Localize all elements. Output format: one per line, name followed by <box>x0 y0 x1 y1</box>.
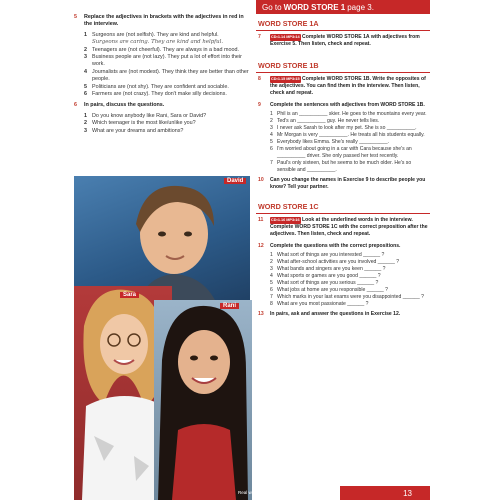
word-store-1b-heading: WORD STORE 1B <box>258 61 319 70</box>
item-number: 5 <box>270 280 273 286</box>
exercise-text: Complete WORD STORE 1B. Write the opposites of the adjectives. You can find them in the interview. Then listen, check and repeat. <box>270 76 426 96</box>
list-item <box>84 91 252 98</box>
photo-label-rani: Rani <box>220 303 239 309</box>
divider <box>256 30 430 31</box>
exercise-7 <box>256 34 430 48</box>
list-item <box>270 266 430 273</box>
item-text: Teenagers are (not cheerful). They are always in a bad mood. <box>92 46 240 53</box>
item-number: 6 <box>270 287 273 293</box>
list-item <box>270 146 430 160</box>
item-number: 6 <box>270 146 273 152</box>
divider <box>256 213 430 214</box>
exercise-6-items <box>74 113 252 135</box>
exercise-instruction: Complete the sentences with adjectives from WORD STORE 1B. <box>270 102 425 108</box>
item-text: Mr Morgan is very __________. He treats all his students equally. <box>277 132 425 138</box>
item-number: 1 <box>84 112 87 119</box>
exercise-instruction <box>270 34 428 48</box>
textbook-page <box>70 0 430 500</box>
exercise-text: Look at the underlined words in the interview. Complete WORD STORE 1C with the correct preposition after the adjectives. Then listen, check and repeat. <box>270 217 428 237</box>
exercise-number: 5 <box>74 14 77 20</box>
list-item <box>270 118 430 125</box>
word-store-1c-heading: WORD STORE 1C <box>258 202 319 211</box>
exercise-10 <box>256 177 430 191</box>
photo-rani <box>154 300 252 500</box>
item-number: 5 <box>84 83 87 90</box>
item-number: 2 <box>84 46 87 53</box>
item-text: What after-school activities are you involved ______ ? <box>277 259 400 265</box>
exercise-12-items <box>256 252 430 308</box>
word-store-banner <box>256 0 430 14</box>
exercise-text: Complete WORD STORE 1A with adjectives from Exercise 5. Then listen, check and repeat. <box>270 34 420 47</box>
item-text: Business people are (not lazy). They put a lot of effort into their work. <box>92 54 242 68</box>
list-item <box>270 287 430 294</box>
list-item <box>84 84 252 91</box>
exercise-number: 8 <box>258 76 261 82</box>
item-number: 3 <box>270 266 273 272</box>
exercise-instruction <box>270 76 428 97</box>
list-item <box>270 132 430 139</box>
list-item <box>270 111 430 118</box>
list-item <box>84 69 252 84</box>
exercise-instruction: Complete the questions with the correct prepositions. <box>270 243 401 249</box>
list-item <box>84 128 252 135</box>
list-item <box>84 54 252 69</box>
right-column <box>256 0 430 320</box>
item-text: I'm worried about going in a car with Cara because she's an __________ driver. She only passed her test recently. <box>277 146 412 159</box>
item-text: Journalists are (not modest). They think they are better than other people. <box>92 68 249 83</box>
handwritten-answer: Surgeons are caring. They are kind and helpful. <box>92 39 224 46</box>
item-number: 3 <box>84 54 87 61</box>
exercise-number: 9 <box>258 102 261 108</box>
exercise-11 <box>256 217 430 238</box>
list-item <box>270 252 430 259</box>
item-text: Ted's an __________ guy. He never tells lies. <box>277 118 380 124</box>
item-number: 3 <box>270 125 273 131</box>
exercise-number: 12 <box>258 243 264 249</box>
exercise-instruction: Replace the adjectives in brackets with the adjectives in red in the interview. <box>84 14 244 28</box>
item-text: Surgeons are (not selfish). They are kind and helpful. <box>92 31 219 38</box>
item-text: What are your dreams and ambitions? <box>92 127 184 134</box>
exercise-9 <box>256 102 430 109</box>
item-number: 4 <box>84 68 87 75</box>
list-item <box>84 113 252 120</box>
photo-label-sara: Sara <box>120 292 139 298</box>
cd-track-badge[interactable]: CD•1.16 MP3•16 <box>271 218 300 222</box>
item-number: 2 <box>270 118 273 124</box>
exercise-number: 13 <box>258 311 264 317</box>
exercise-instruction <box>270 217 428 238</box>
item-text: What sort of things are you serious ______ ? <box>277 280 379 286</box>
item-text: What sports or games are you good ______ ? <box>277 273 381 279</box>
list-item <box>84 47 252 54</box>
left-column <box>74 14 252 139</box>
exercise-8 <box>256 76 430 97</box>
photo-credit: Real world » 7 Apr <box>238 490 275 495</box>
item-text: Everybody likes Emma. She's really __________. <box>277 139 389 145</box>
list-item <box>84 120 252 127</box>
item-text: Paul's only sixteen, but he seems to be much older. He's so sensible and __________. <box>277 160 412 173</box>
item-number: 5 <box>270 139 273 145</box>
exercise-13 <box>256 311 430 318</box>
exercise-instruction: Can you change the names in Exercise 9 to describe people you know? Tell your partner. <box>270 177 426 190</box>
exercise-number: 6 <box>74 102 77 109</box>
item-number: 1 <box>84 31 87 38</box>
item-number: 1 <box>270 111 273 117</box>
exercise-instruction: In pairs, ask and answer the questions in Exercise 12. <box>270 311 401 317</box>
page-number-bar <box>340 486 430 500</box>
cd-track-badge[interactable]: CD•1.15 MP3•15 <box>271 77 300 81</box>
item-text: I never ask Sarah to look after my pet. She is so __________. <box>277 125 417 131</box>
exercise-5 <box>74 14 252 29</box>
item-number: 1 <box>270 252 273 258</box>
list-item <box>270 125 430 132</box>
list-item <box>270 160 430 174</box>
list-item <box>270 259 430 266</box>
item-number: 6 <box>84 91 87 98</box>
item-text: What bands and singers are you keen ______ ? <box>277 266 386 272</box>
item-number: 7 <box>270 294 273 300</box>
item-number: 2 <box>84 120 87 127</box>
banner-suffix: page 3. <box>347 2 374 12</box>
exercise-number: 10 <box>258 177 264 183</box>
item-text: What are you most passionate ______ ? <box>277 301 369 307</box>
exercise-9-items <box>256 111 430 174</box>
list-item <box>270 139 430 146</box>
item-number: 4 <box>270 273 273 279</box>
exercise-6 <box>74 102 252 109</box>
divider <box>256 72 430 73</box>
banner-bold: WORD STORE 1 <box>283 2 346 12</box>
exercise-12 <box>256 243 430 250</box>
page-number: 13 <box>403 488 412 498</box>
item-text: Phil is an __________ skier. He goes to the mountains every year. <box>277 111 427 117</box>
item-number: 4 <box>270 132 273 138</box>
exercise-number: 11 <box>258 217 264 223</box>
list-item <box>270 301 430 308</box>
list-item <box>270 273 430 280</box>
exercise-instruction: In pairs, discuss the questions. <box>84 102 165 109</box>
item-text: Do you know anybody like Rani, Sara or David? <box>92 112 207 119</box>
item-text: Which marks in your last exams were you disappointed ______ ? <box>277 294 424 300</box>
list-item <box>84 32 252 39</box>
item-text: Politicians are (not shy). They are confident and sociable. <box>92 83 229 90</box>
photo-label-david: David <box>224 178 246 184</box>
list-item <box>270 280 430 287</box>
item-number: 8 <box>270 301 273 307</box>
list-item <box>270 294 430 301</box>
banner-prefix: Go to <box>262 2 282 12</box>
cd-track-badge[interactable]: CD•1.14 MP3•14 <box>271 35 300 39</box>
item-text: Farmers are (not crazy). They don't make silly decisions. <box>92 91 227 98</box>
item-number: 3 <box>84 127 87 134</box>
item-number: 2 <box>270 259 273 265</box>
item-text: What sort of things are you interested ______ ? <box>277 252 385 258</box>
exercise-5-items <box>74 32 252 99</box>
exercise-number: 7 <box>258 34 261 40</box>
girl-dark-hair-illustration <box>154 300 252 500</box>
item-text: Which teenager is the most like/unlike you? <box>92 120 196 127</box>
item-text: What jobs at home are you responsible ______ ? <box>277 287 389 293</box>
item-number: 7 <box>270 160 273 166</box>
word-store-1a-heading: WORD STORE 1A <box>258 19 319 28</box>
